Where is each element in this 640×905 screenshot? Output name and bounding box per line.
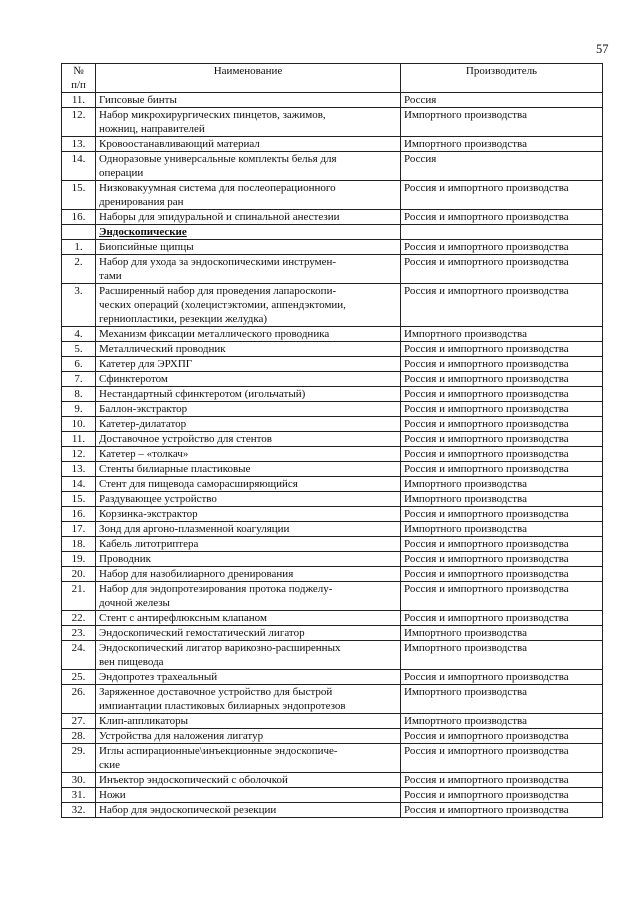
cell-name: Биопсийные щипцы	[96, 240, 401, 255]
cell-name: Корзинка-экстрактор	[96, 507, 401, 522]
cell-name: Доставочное устройство для стентов	[96, 432, 401, 447]
cell-producer: Россия и импортного производства	[401, 342, 603, 357]
table-row	[62, 670, 603, 685]
cell-num: 26.	[62, 685, 96, 714]
cell-producer: Россия и импортного производства	[401, 284, 603, 327]
cell-num: 22.	[62, 611, 96, 626]
cell-name: Иглы аспирационные\инъекционные эндоскопиче- ские	[96, 744, 401, 773]
cell-num: 6.	[62, 357, 96, 372]
cell-producer: Россия и импортного производства	[401, 417, 603, 432]
cell-num: 11.	[62, 93, 96, 108]
table-row	[62, 255, 603, 284]
table-row	[62, 641, 603, 670]
cell-producer: Импортного производства	[401, 108, 603, 137]
table-row	[62, 462, 603, 477]
cell-producer: Россия и импортного производства	[401, 387, 603, 402]
cell-num: 31.	[62, 788, 96, 803]
table-row	[62, 773, 603, 788]
cell-producer: Россия и импортного производства	[401, 788, 603, 803]
table-row	[62, 240, 603, 255]
table-row	[62, 387, 603, 402]
cell-num: 3.	[62, 284, 96, 327]
cell-num: 12.	[62, 108, 96, 137]
table-row	[62, 372, 603, 387]
cell-name: Нестандартный сфинктеротом (игольчатый)	[96, 387, 401, 402]
cell-name: Набор микрохирургических пинцетов, зажимов, ножниц, направителей	[96, 108, 401, 137]
cell-name: Эндоскопический гемостатический лигатор	[96, 626, 401, 641]
table-row	[62, 432, 603, 447]
table-row	[62, 626, 603, 641]
cell-name: Устройства для наложения лигатур	[96, 729, 401, 744]
cell-name: Зонд для аргоно-плазменной коагуляции	[96, 522, 401, 537]
table-row	[62, 567, 603, 582]
table-row	[62, 729, 603, 744]
cell-name: Набор для эндоскопической резекции	[96, 803, 401, 818]
equipment-table	[61, 63, 603, 818]
table-row	[62, 714, 603, 729]
table-row	[62, 611, 603, 626]
table-row	[62, 582, 603, 611]
cell-name: Расширенный набор для проведения лапароскопи- ческих операций (холецистэктомии, аппендэктомии, герниопластики, резекции желудка)	[96, 284, 401, 327]
table-row	[62, 522, 603, 537]
cell-producer: Россия и импортного производства	[401, 670, 603, 685]
cell-num: 9.	[62, 402, 96, 417]
cell-num: 1.	[62, 240, 96, 255]
cell-num: 23.	[62, 626, 96, 641]
table-row	[62, 152, 603, 181]
cell-producer: Импортного производства	[401, 492, 603, 507]
cell-producer: Россия и импортного производства	[401, 255, 603, 284]
cell-name: Кровоостанавливающий материал	[96, 137, 401, 152]
page-number: 57	[596, 42, 609, 56]
cell-num: 13.	[62, 137, 96, 152]
cell-num: 5.	[62, 342, 96, 357]
cell-num: 14.	[62, 477, 96, 492]
cell-name: Наборы для эпидуральной и спинальной анестезии	[96, 210, 401, 225]
cell-producer: Импортного производства	[401, 714, 603, 729]
cell-producer: Россия и импортного производства	[401, 552, 603, 567]
table-row	[62, 803, 603, 818]
cell-producer: Россия и импортного производства	[401, 462, 603, 477]
cell-num: 30.	[62, 773, 96, 788]
cell-producer: Импортного производства	[401, 522, 603, 537]
cell-producer: Россия и импортного производства	[401, 507, 603, 522]
cell-num: 10.	[62, 417, 96, 432]
table-row	[62, 477, 603, 492]
cell-num: 15.	[62, 181, 96, 210]
cell-name: Набор для назобилиарного дренирования	[96, 567, 401, 582]
cell-name: Сфинктеротом	[96, 372, 401, 387]
table-row	[62, 552, 603, 567]
cell-name: Эндоскопический лигатор варикозно-расширенных вен пищевода	[96, 641, 401, 670]
table-row	[62, 537, 603, 552]
cell-name: Эндоскопические	[96, 225, 401, 240]
table-row	[62, 744, 603, 773]
cell-num: 16.	[62, 210, 96, 225]
cell-producer: Россия и импортного производства	[401, 432, 603, 447]
cell-name: Инъектор эндоскопический с оболочкой	[96, 773, 401, 788]
cell-producer: Импортного производства	[401, 137, 603, 152]
table-row	[62, 685, 603, 714]
cell-producer: Импортного производства	[401, 685, 603, 714]
cell-producer: Россия и импортного производства	[401, 537, 603, 552]
cell-producer: Россия и импортного производства	[401, 210, 603, 225]
table-row	[62, 93, 603, 108]
cell-name: Механизм фиксации металлического проводника	[96, 327, 401, 342]
cell-producer: Импортного производства	[401, 641, 603, 670]
cell-producer: Россия и импортного производства	[401, 357, 603, 372]
header-name: Наименование	[96, 64, 401, 93]
cell-name: Эндопротез трахеальный	[96, 670, 401, 685]
cell-producer: Россия и импортного производства	[401, 402, 603, 417]
table-row	[62, 492, 603, 507]
section-row	[62, 225, 603, 240]
table-row	[62, 181, 603, 210]
cell-num: 7.	[62, 372, 96, 387]
cell-num: 27.	[62, 714, 96, 729]
table-row	[62, 284, 603, 327]
table-header-row	[62, 64, 603, 93]
cell-num: 21.	[62, 582, 96, 611]
cell-name: Набор для ухода за эндоскопическими инструмен- тами	[96, 255, 401, 284]
cell-name: Стент для пищевода саморасширяющийся	[96, 477, 401, 492]
cell-num: 20.	[62, 567, 96, 582]
cell-producer: Импортного производства	[401, 626, 603, 641]
table-row	[62, 357, 603, 372]
cell-producer: Россия и импортного производства	[401, 372, 603, 387]
cell-num: 18.	[62, 537, 96, 552]
cell-producer	[401, 225, 603, 240]
cell-num: 32.	[62, 803, 96, 818]
cell-num: 4.	[62, 327, 96, 342]
cell-producer: Россия	[401, 93, 603, 108]
header-producer: Производитель	[401, 64, 603, 93]
table-row	[62, 137, 603, 152]
cell-producer: Россия и импортного производства	[401, 773, 603, 788]
table-row	[62, 402, 603, 417]
cell-num: 13.	[62, 462, 96, 477]
cell-num: 14.	[62, 152, 96, 181]
cell-num: 25.	[62, 670, 96, 685]
header-num: № п/п	[62, 64, 96, 93]
cell-name: Набор для эндопротезирования протока поджелу- дочной железы	[96, 582, 401, 611]
table-row	[62, 327, 603, 342]
cell-name: Проводник	[96, 552, 401, 567]
cell-name: Металлический проводник	[96, 342, 401, 357]
cell-producer: Россия и импортного производства	[401, 447, 603, 462]
cell-num: 12.	[62, 447, 96, 462]
cell-num: 11.	[62, 432, 96, 447]
cell-name: Катетер – «толкач»	[96, 447, 401, 462]
cell-producer: Россия и импортного производства	[401, 744, 603, 773]
cell-num: 24.	[62, 641, 96, 670]
cell-producer: Россия и импортного производства	[401, 181, 603, 210]
cell-num: 2.	[62, 255, 96, 284]
cell-num: 17.	[62, 522, 96, 537]
cell-num: 29.	[62, 744, 96, 773]
cell-name: Катетер-дилататор	[96, 417, 401, 432]
cell-name: Стент с антирефлюксным клапаном	[96, 611, 401, 626]
cell-producer: Россия	[401, 152, 603, 181]
cell-name: Заряженное доставочное устройство для быстрой импиантации пластиковых билиарных эндопротезов	[96, 685, 401, 714]
cell-producer: Импортного производства	[401, 327, 603, 342]
cell-name: Стенты билиарные пластиковые	[96, 462, 401, 477]
cell-num: 28.	[62, 729, 96, 744]
cell-num: 19.	[62, 552, 96, 567]
table-row	[62, 447, 603, 462]
cell-name: Гипсовые бинты	[96, 93, 401, 108]
cell-num: 16.	[62, 507, 96, 522]
cell-num	[62, 225, 96, 240]
cell-name: Ножи	[96, 788, 401, 803]
table-row	[62, 507, 603, 522]
table-row	[62, 417, 603, 432]
cell-name: Клип-аппликаторы	[96, 714, 401, 729]
cell-producer: Россия и импортного производства	[401, 803, 603, 818]
cell-name: Раздувающее устройство	[96, 492, 401, 507]
cell-producer: Россия и импортного производства	[401, 611, 603, 626]
table-row	[62, 108, 603, 137]
cell-producer: Россия и импортного производства	[401, 729, 603, 744]
cell-name: Низковакуумная система для послеоперационного дренирования ран	[96, 181, 401, 210]
cell-num: 15.	[62, 492, 96, 507]
table-row	[62, 788, 603, 803]
cell-name: Одноразовые универсальные комплекты белья для операции	[96, 152, 401, 181]
cell-producer: Импортного производства	[401, 477, 603, 492]
cell-name: Кабель литотриптера	[96, 537, 401, 552]
table-row	[62, 210, 603, 225]
cell-num: 8.	[62, 387, 96, 402]
cell-producer: Россия и импортного производства	[401, 240, 603, 255]
cell-name: Катетер для ЭРХПГ	[96, 357, 401, 372]
cell-producer: Россия и импортного производства	[401, 582, 603, 611]
table-row	[62, 342, 603, 357]
cell-producer: Россия и импортного производства	[401, 567, 603, 582]
cell-name: Баллон-экстрактор	[96, 402, 401, 417]
